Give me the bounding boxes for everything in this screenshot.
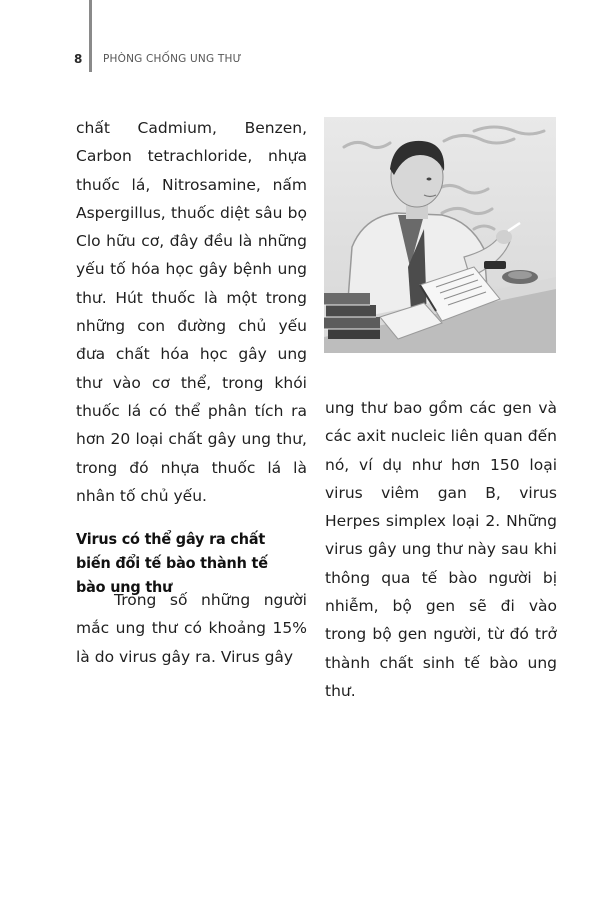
paragraph-2 (76, 586, 307, 671)
page-number: 8 (74, 52, 83, 66)
section-heading: Virus có thể gây ra chất biến đổi tế bào thành tế bào ung thư (76, 530, 268, 596)
running-title: PHÒNG CHỐNG UNG THƯ (103, 53, 242, 65)
man-smoking-at-desk-illustration (324, 117, 556, 353)
header-divider-rule (89, 0, 92, 72)
paragraph-2-text: Trong số những người mắc ung thư có khoảng 15% là do virus gây ra. Virus gây (76, 591, 307, 666)
paragraph-2-continued: ung thư bao gồm các gen và các axit nucleic liên quan đến nó, ví dụ như hơn 150 loại virus viêm gan B, virus Herpes simplex loại 2. Những virus gây ung thư này sau khi thông qua tế bào người bị nhiễm, bộ gen sẽ đi vào trong bộ gen người, từ đó trở thành chất sinh tế bào ung thư. (325, 399, 557, 700)
paragraph-1: chất Cadmium, Benzen, Carbon tetrachloride, nhựa thuốc lá, Nitrosamine, nấm Aspergillus, thuốc diệt sâu bọ Clo hữu cơ, đây đều là những yếu tố hóa học gây bệnh ung thư. Hút thuốc là một trong những con đường chủ yếu đưa chất hóa học gây ung thư vào cơ thể, trong khói thuốc lá có thể phân tích ra hơn 20 loại chất gây ung thư, trong đó nhựa thuốc lá là nhân tố chủ yếu. (76, 119, 307, 505)
